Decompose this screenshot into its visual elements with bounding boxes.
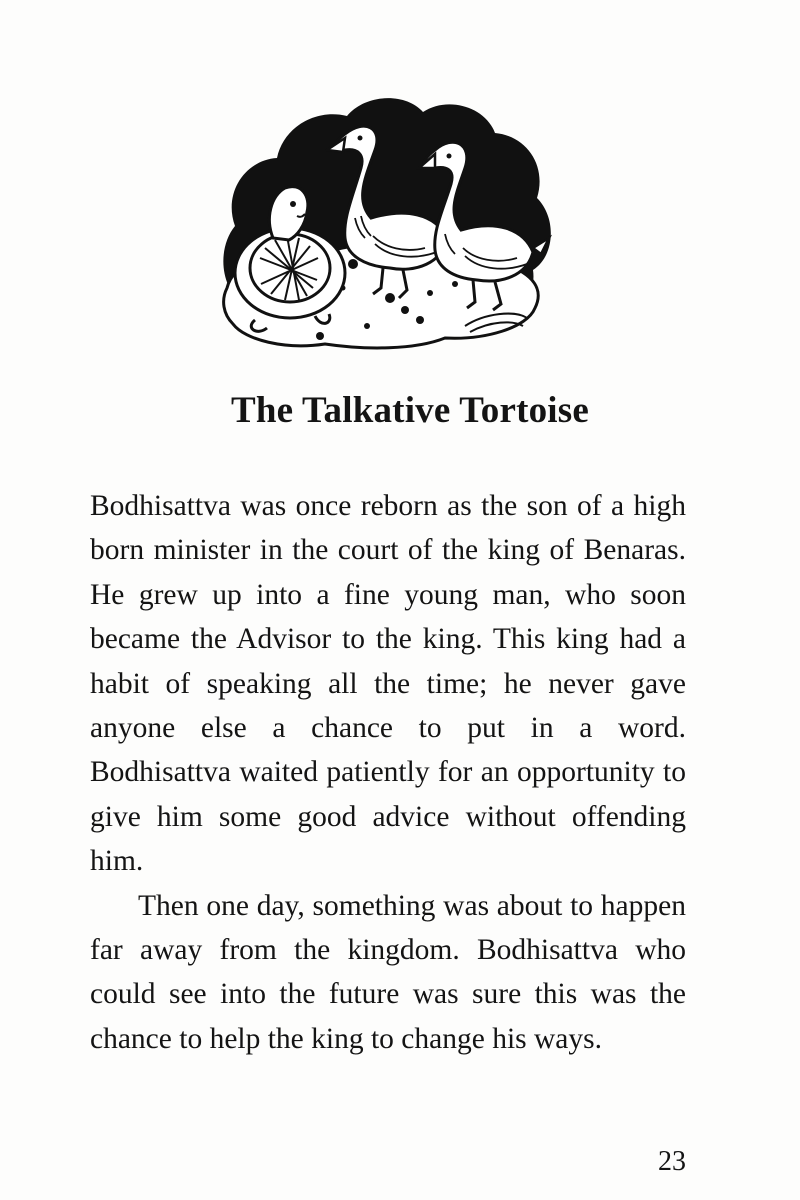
story-title: The Talkative Tortoise bbox=[230, 390, 590, 431]
paragraph-2: Then one day, something was about to happen far away from the kingdom. Bodhisattva who could see into the future was sure this was the chance to help the king to change his ways. bbox=[90, 889, 686, 1055]
page-number: 23 bbox=[658, 1146, 686, 1177]
paragraph-1: Bodhisattva was once reborn as the son of a high born minister in the court of the king of Benaras. He grew up into a fine young man, who soon became the Advisor to the king. This king had a habit of speaking all the time; he never gave anyone else a chance to put in a word. Bodhisattva waited patiently for an opportunity to give him some good advice without offending him. bbox=[90, 490, 686, 878]
tortoise-geese-illustration bbox=[215, 88, 560, 373]
tortoise-geese-drawing bbox=[215, 88, 560, 373]
story-body bbox=[90, 484, 686, 1061]
